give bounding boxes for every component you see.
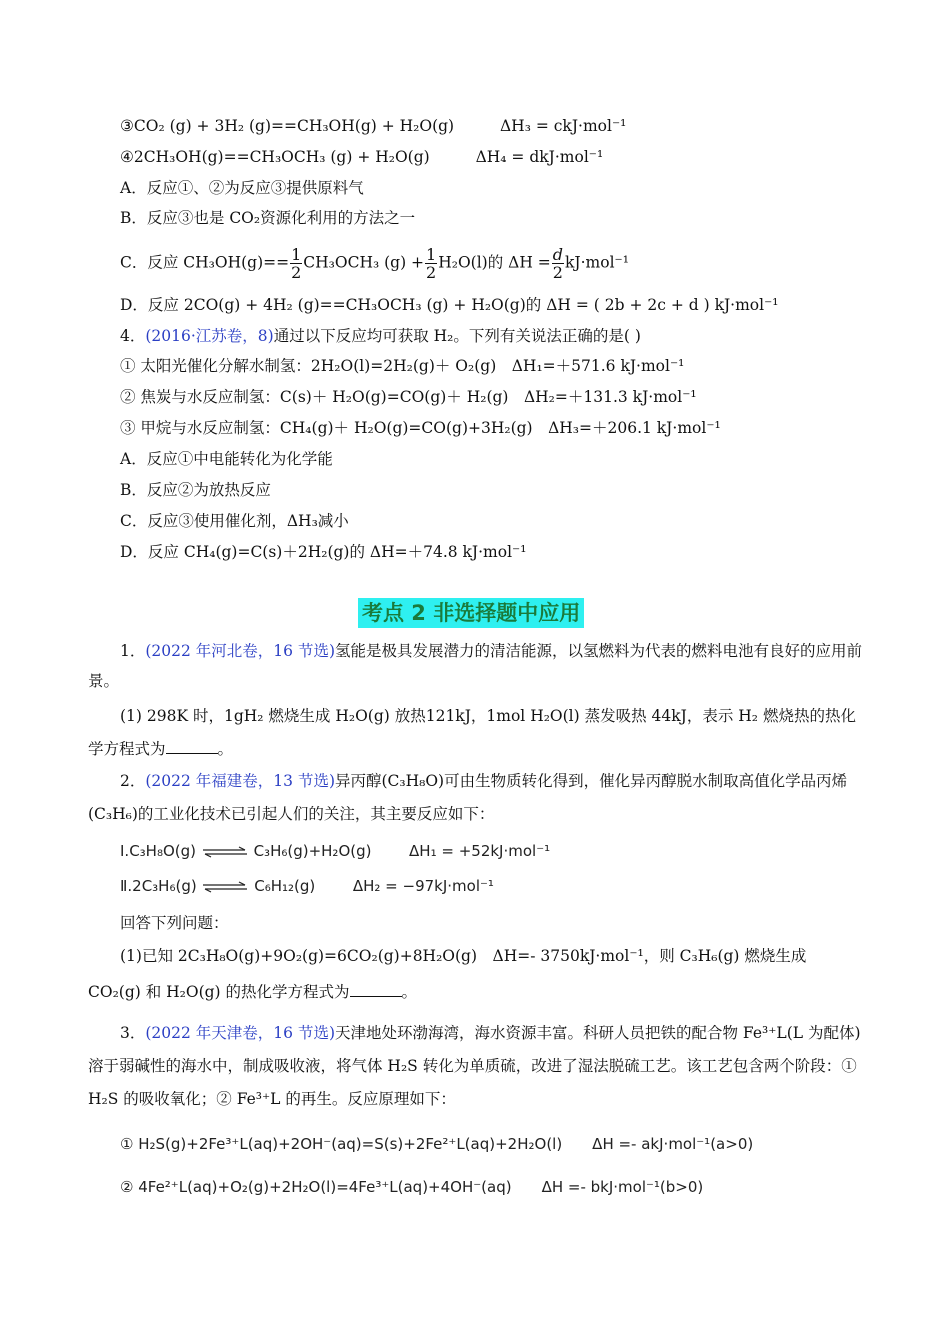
p1-stem (88, 636, 864, 696)
q4-option-c: C．反应③使用催化剂，ΔH₃减小 (120, 512, 349, 530)
p2-equation-2 (120, 875, 494, 897)
q3-option-d: D．反应 2CO(g) + 4H₂ (g)==CH₃OCH₃ (g) + H₂O(g)的 ΔH = ( 2b + 2c + d ) kJ·mol⁻¹ (120, 296, 779, 314)
p1-subquestion-1 (88, 700, 864, 766)
p1-source: (2022 年河北卷，16 节选) (145, 642, 335, 660)
reaction-3 (120, 115, 626, 137)
p2-sub1-text: (1)已知 2C₃H₈O(g)+9O₂(g)=6CO₂(g)+8H₂O(g) ΔH=- 3750kJ·mol⁻¹，则 C₃H₆(g) 燃烧生成 CO₂(g) 和 H₂O(g) 的热化学方程式为 (88, 947, 807, 1001)
q4-reaction-1: ① 太阳光催化分解水制氢：2H₂O(l)=2H₂(g)＋ O₂(g) ΔH₁=＋571.6 kJ·mol⁻¹ (120, 357, 685, 375)
q4-number: 4． (120, 327, 146, 345)
p3-stem (88, 1017, 864, 1116)
eq2-right: C₆H₁₂(g) (254, 877, 316, 895)
fraction-half-1: $\frac{1}{2}$ (291, 245, 302, 282)
p2-end: 。 (401, 983, 418, 1001)
q3-option-c (120, 246, 629, 281)
p2-stem-text: 异丙醇(C₃H₈O)可由生物质转化得到，催化异丙醇脱水制取高值化学品丙烯(C₃H₆)的工业化技术已引起人们的关注，其主要反应如下： (88, 772, 848, 823)
reaction-4-equation: ④2CH₃OH(g)==CH₃OCH₃ (g) + H₂O(g) (120, 148, 430, 166)
q4-stem (120, 325, 641, 347)
eq2-enthalpy: ΔH₂ = −97kJ·mol⁻¹ (352, 877, 494, 895)
p3-equation-2: ② 4Fe²⁺L(aq)+O₂(g)+2H₂O(l)=4Fe³⁺L(aq)+4OH⁻(aq) ΔH =- bkJ·mol⁻¹(b>0) (120, 1178, 704, 1196)
option-c-text-2: CH₃OCH₃ (g) + (303, 253, 425, 272)
fraction-half-2: $\frac{1}{2}$ (426, 245, 437, 282)
answer-blank[interactable] (350, 982, 402, 997)
p1-sub1-text: (1) 298K 时，1gH₂ 燃烧生成 H₂O(g) 放热121kJ，1mol H₂O(l) 蒸发吸热 44kJ，表示 H₂ 燃烧热的热化学方程式为 (88, 707, 856, 758)
eq2-left: Ⅱ.2C₃H₆(g) (120, 877, 197, 895)
p1-end: 。 (217, 740, 234, 758)
eq1-enthalpy: ΔH₁ = +52kJ·mol⁻¹ (409, 842, 551, 860)
p2-number: 2． (120, 772, 146, 790)
reaction-3-equation: ③CO₂ (g) + 3H₂ (g)==CH₃OH(g) + H₂O(g) (120, 117, 455, 135)
fraction-d-half: $\frac{d}{2}$ (552, 245, 564, 282)
section-title: 考点 2 非选择题中应用 (358, 598, 584, 628)
option-c-text-1: C．反应 CH₃OH(g)== (120, 253, 290, 272)
reaction-4 (120, 146, 603, 168)
answer-blank[interactable] (166, 739, 218, 754)
option-c-text-3: H₂O(l)的 ΔH = (438, 253, 551, 272)
p2-subquestion-1 (88, 938, 864, 1010)
option-c-text-4: kJ·mol⁻¹ (565, 253, 629, 272)
eq1-right: C₃H₆(g)+H₂O(g) (253, 842, 372, 860)
q3-option-a: A．反应①、②为反应③提供原料气 (120, 179, 364, 197)
reaction-3-enthalpy: ΔH₃ = ckJ·mol⁻¹ (499, 117, 627, 135)
p2-source: (2022 年福建卷，13 节选) (145, 772, 335, 790)
p1-stem-text: 氢能是极具发展潜力的清洁能源，以氢燃料为代表的燃料电池有良好的应用前景。 (88, 642, 863, 690)
p3-equation-1: ① H₂S(g)+2Fe³⁺L(aq)+2OH⁻(aq)=S(s)+2Fe²⁺L(aq)+2H₂O(l) ΔH =- akJ·mol⁻¹(a>0) (120, 1135, 754, 1153)
q3-option-b: B．反应③也是 CO₂资源化利用的方法之一 (120, 209, 416, 227)
p3-number: 3． (120, 1024, 146, 1042)
reaction-4-enthalpy: ΔH₄ = dkJ·mol⁻¹ (475, 148, 604, 166)
eq1-left: Ⅰ.C₃H₈O(g) (120, 842, 197, 860)
p2-equation-1 (120, 840, 550, 862)
p1-number: 1． (120, 642, 146, 660)
p2-stem (88, 765, 864, 831)
q4-source: (2016·江苏卷，8) (145, 327, 274, 345)
p3-source: (2022 年天津卷，16 节选) (145, 1024, 335, 1042)
p3-stem-text: 天津地处环渤海湾，海水资源丰富。科研人员把铁的配合物 Fe³⁺L(L 为配体)溶于弱碱性的海水中，制成吸收液，将气体 H₂S 转化为单质硫，改进了湿法脱硫工艺。该工艺包含两个阶段：① H₂S 的吸收氧化；② Fe³⁺L 的再生。反应原理如下： (88, 1024, 861, 1108)
q4-reaction-2: ② 焦炭与水反应制氢：C(s)＋ H₂O(g)=CO(g)＋ H₂(g) ΔH₂=＋131.3 kJ·mol⁻¹ (120, 388, 697, 406)
equilibrium-arrow-icon (201, 881, 249, 893)
equilibrium-arrow-icon (201, 846, 249, 858)
q4-option-b: B．反应②为放热反应 (120, 481, 271, 499)
p2-prompt: 回答下列问题： (120, 914, 229, 932)
q4-reaction-3: ③ 甲烷与水反应制氢：CH₄(g)＋ H₂O(g)=CO(g)+3H₂(g) ΔH₃=＋206.1 kJ·mol⁻¹ (120, 419, 721, 437)
q4-option-a: A．反应①中电能转化为化学能 (120, 450, 333, 468)
q4-option-d: D．反应 CH₄(g)=C(s)＋2H₂(g)的 ΔH=＋74.8 kJ·mol⁻¹ (120, 543, 527, 561)
q4-stem-text: 通过以下反应均可获取 H₂。下列有关说法正确的是( ) (273, 327, 641, 345)
